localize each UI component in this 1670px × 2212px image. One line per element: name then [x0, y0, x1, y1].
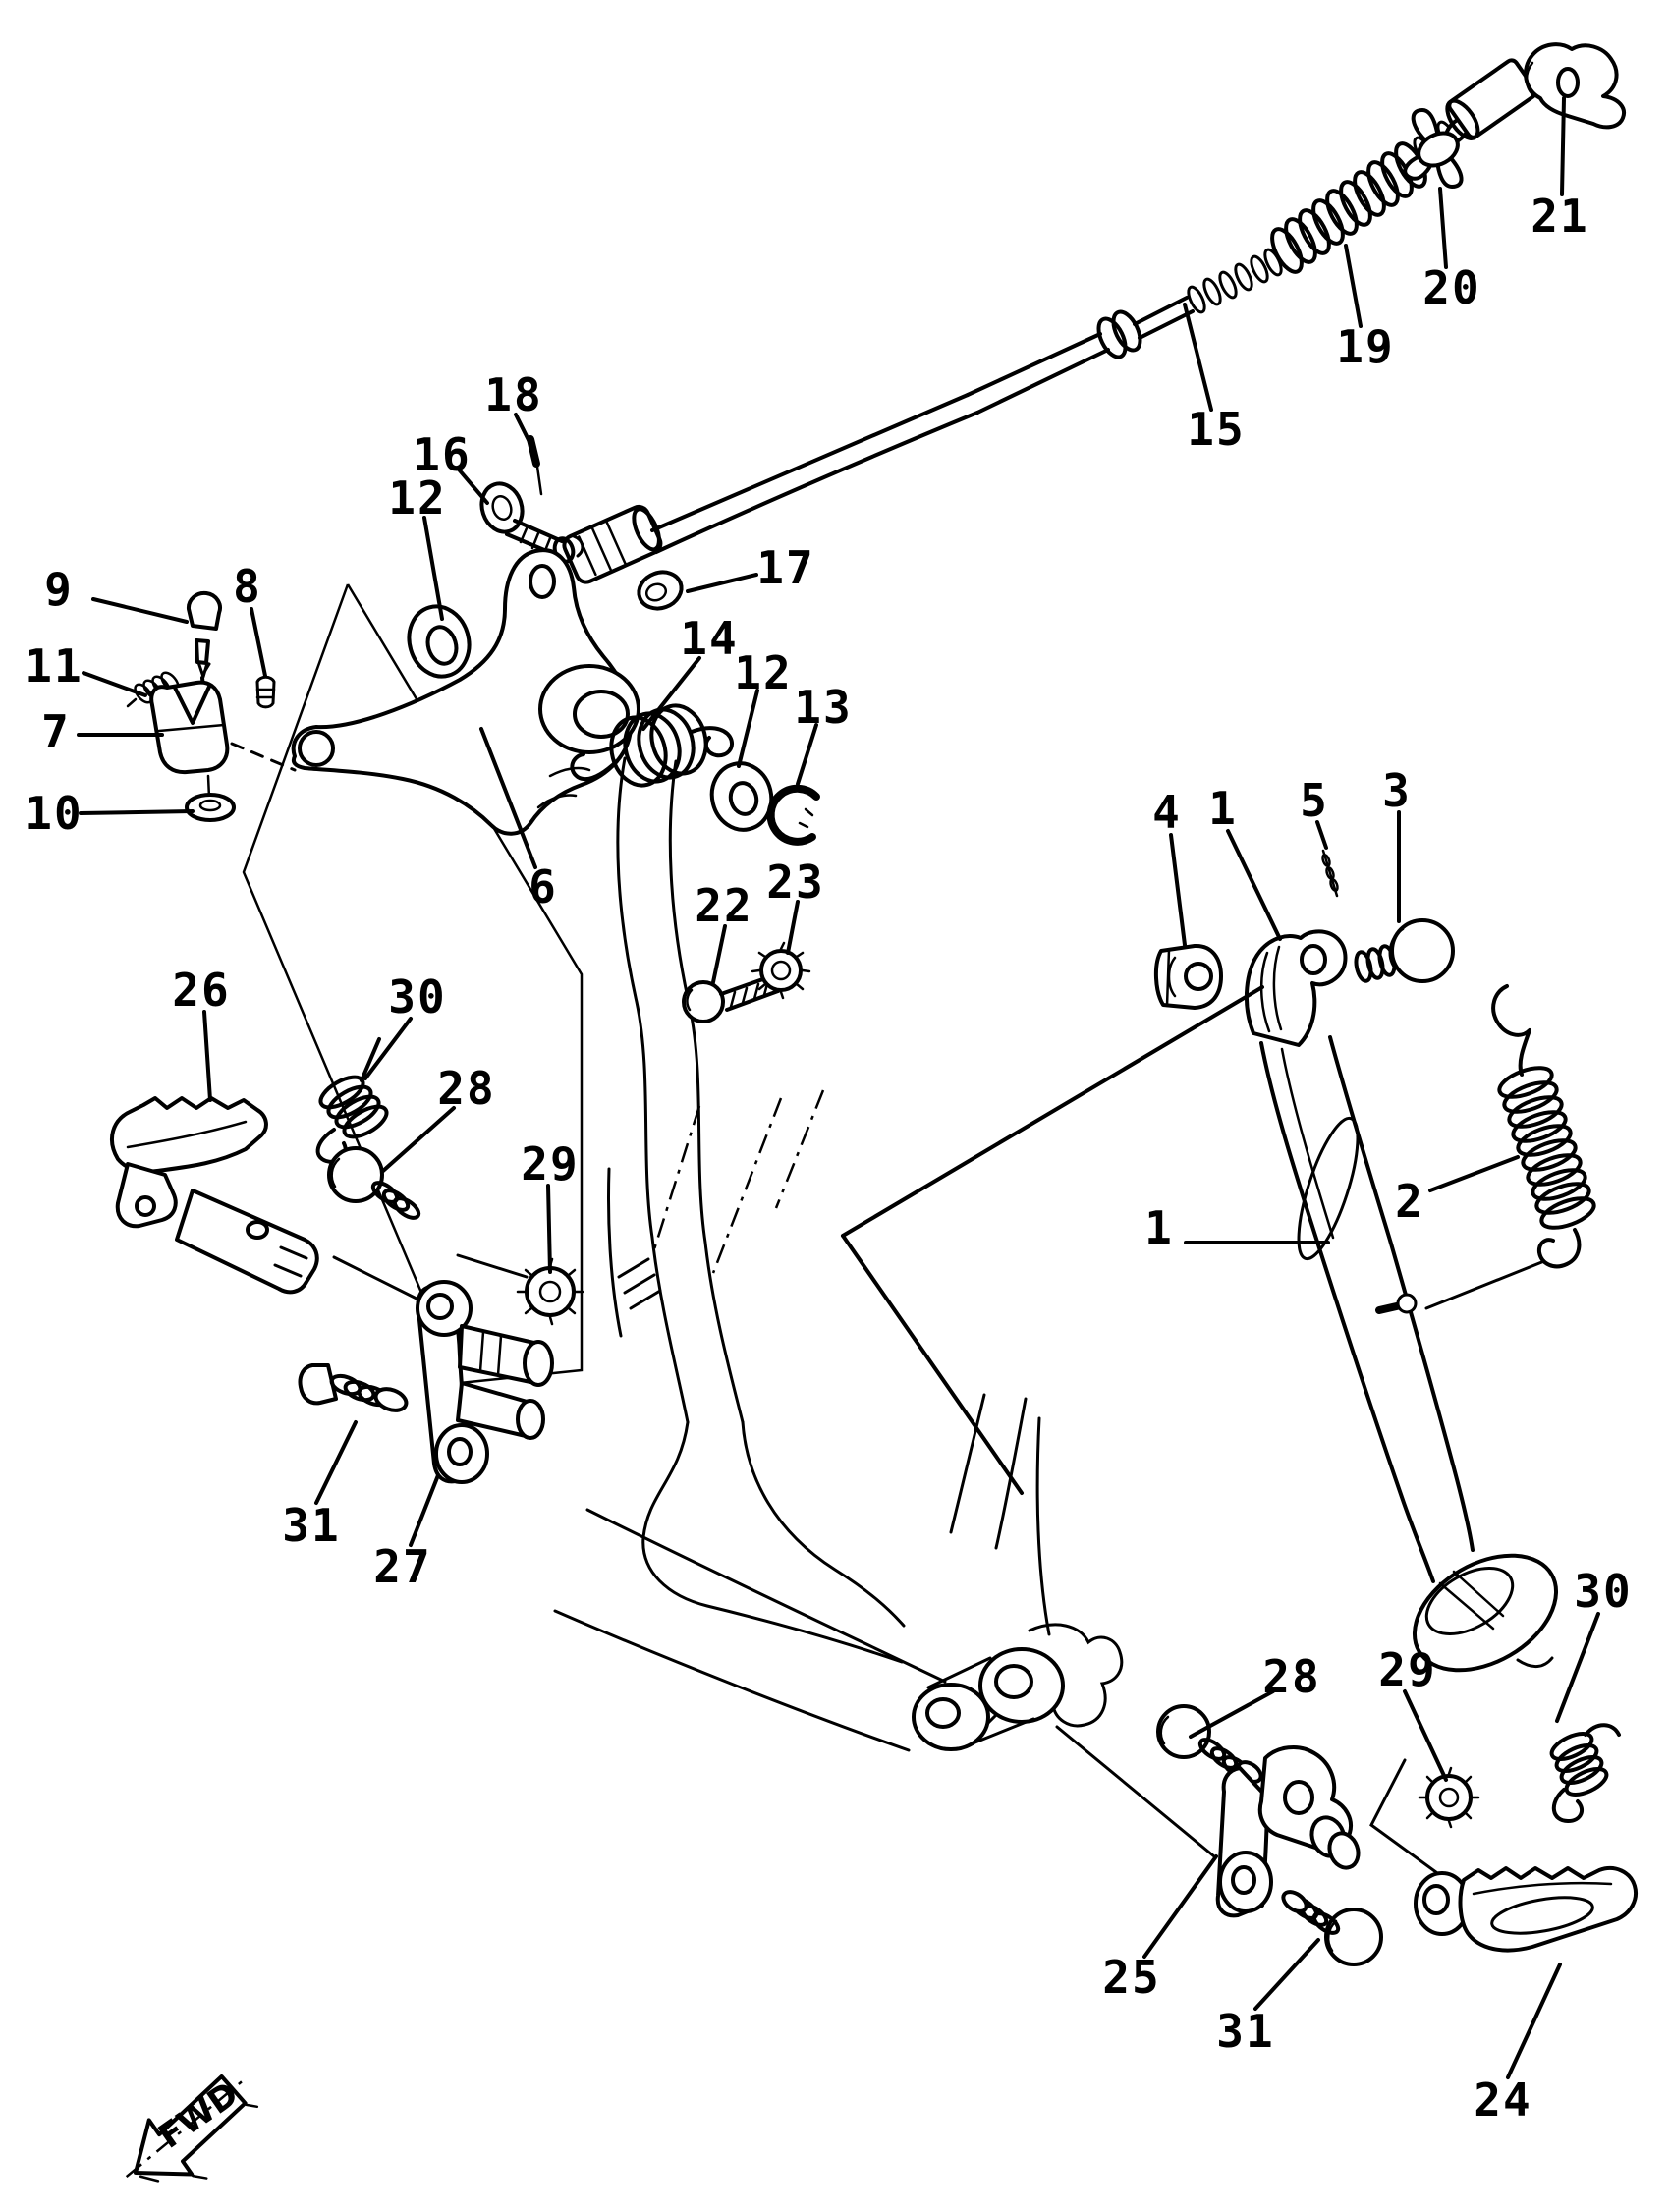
footpeg-spring-30-right: [1548, 1725, 1619, 1821]
nut-23: [752, 943, 809, 998]
leader-line-part-15: [1185, 304, 1211, 410]
leader-line-part-13: [798, 725, 816, 784]
side-stand-leg-1: [1247, 931, 1577, 1693]
leader-line-part-20: [1440, 189, 1446, 267]
callout-part-17: 17: [756, 541, 815, 594]
leader-line-part-1: [843, 1236, 1022, 1493]
bracket-bolt-31-right: [1280, 1888, 1381, 1964]
leader-line-part-2: [1430, 1157, 1518, 1190]
callout-part-13: 13: [794, 681, 853, 734]
callout-part-10: 10: [25, 787, 84, 840]
pivot-bracket-27: [418, 1282, 552, 1482]
callout-part-5: 5: [1300, 774, 1329, 827]
stand-pivot-bolt-3: [1354, 920, 1453, 982]
leader-line-part-31: [1255, 1940, 1318, 2009]
association-line-1: [1426, 1261, 1544, 1308]
leader-line-part-4: [1171, 835, 1185, 945]
footpeg-24: [1416, 1868, 1636, 1951]
leader-line-part-29: [1405, 1691, 1446, 1780]
leader-line-part-25: [1144, 1856, 1216, 1957]
cable-guide-7: [151, 683, 227, 772]
leader-line-part-26: [204, 1012, 210, 1100]
leader-line-part-23: [788, 902, 798, 953]
callout-part-26: 26: [172, 964, 231, 1017]
callout-part-9: 9: [44, 563, 74, 616]
leader-line-part-31: [316, 1422, 356, 1503]
screw-8: [257, 677, 274, 707]
leader-line-part-1: [843, 987, 1262, 1236]
leader-line-part-21: [1562, 98, 1564, 194]
callout-part-1: 1: [1208, 782, 1238, 835]
callout-part-29: 29: [521, 1137, 580, 1190]
callout-part-27: 27: [373, 1540, 432, 1593]
leader-line-part-22: [713, 926, 725, 982]
washer-12-lower: [705, 757, 779, 836]
footpeg-nut-29-right: [1420, 1768, 1478, 1827]
callout-part-1: 1: [1144, 1201, 1174, 1254]
stand-spring-2: [1493, 986, 1597, 1266]
callout-part-25: 25: [1102, 1951, 1161, 2004]
leader-line-part-29: [548, 1186, 550, 1272]
stand-pivot-nut-4: [1156, 946, 1221, 1008]
leader-line-part-12: [424, 518, 442, 619]
callout-part-28: 28: [1262, 1650, 1321, 1703]
callout-part-24: 24: [1474, 2074, 1532, 2127]
callout-part-18: 18: [484, 368, 543, 421]
leader-line-part-12: [739, 691, 757, 766]
callout-part-21: 21: [1531, 190, 1589, 243]
footpeg-26: [112, 1098, 317, 1292]
callout-part-14: 14: [680, 612, 739, 665]
nut-17: [634, 567, 687, 615]
callout-part-30: 30: [1574, 1565, 1633, 1618]
callout-part-16: 16: [413, 428, 472, 481]
callout-part-8: 8: [233, 560, 262, 613]
callout-part-3: 3: [1382, 764, 1412, 817]
callout-part-2: 2: [1395, 1175, 1424, 1228]
callout-part-11: 11: [25, 639, 84, 692]
leader-line-part-17: [688, 575, 756, 591]
leader-line-part-8: [251, 609, 265, 676]
rod-thread-and-spring-19: [1185, 120, 1457, 315]
callout-part-7: 7: [41, 705, 71, 758]
callout-part-19: 19: [1336, 320, 1395, 373]
callout-part-4: 4: [1152, 786, 1182, 839]
callout-part-30: 30: [388, 970, 447, 1023]
callout-part-12: 12: [734, 646, 793, 699]
fwd-arrow: [107, 2064, 276, 2212]
callout-part-15: 15: [1187, 403, 1246, 456]
leader-line-part-9: [93, 599, 187, 622]
leader-line-part-19: [1346, 246, 1361, 326]
circlip-13: [771, 789, 816, 842]
brake-rod-15: [561, 298, 1193, 585]
fwd-label: FWD: [151, 2074, 247, 2157]
leader-line-part-10: [81, 811, 193, 813]
bracket-bolt-31-left: [301, 1365, 410, 1414]
leader-line-part-27: [411, 1475, 438, 1545]
callout-part-23: 23: [766, 856, 825, 909]
callout-part-28: 28: [437, 1062, 496, 1115]
frame-outline: [555, 758, 1122, 1750]
leader-line-part-30: [365, 1019, 411, 1078]
washer-10: [187, 776, 234, 820]
callout-part-22: 22: [695, 879, 753, 932]
footpeg-bolt-28-right: [1158, 1706, 1264, 1786]
footpeg-bolt-28-left: [329, 1148, 421, 1222]
stand-mounting-lug: [914, 1649, 1063, 1749]
callout-layer: [25, 98, 1632, 2127]
callout-part-31: 31: [282, 1499, 341, 1552]
leader-line-part-14: [643, 658, 699, 729]
callout-part-20: 20: [1422, 261, 1481, 314]
leader-line-part-28: [383, 1108, 454, 1171]
cotter-pin-5: [1321, 851, 1339, 896]
callout-part-31: 31: [1216, 2005, 1275, 2058]
leader-line-part-1: [1228, 831, 1280, 939]
pin-18: [530, 439, 541, 494]
callout-part-29: 29: [1378, 1643, 1437, 1696]
callout-part-12: 12: [388, 471, 447, 525]
cable-joint-21: [1441, 44, 1624, 143]
association-line-5: [458, 1255, 527, 1277]
callout-part-6: 6: [529, 860, 558, 913]
leader-line-part-24: [1508, 1964, 1560, 2077]
leader-line-part-30: [1557, 1614, 1598, 1721]
